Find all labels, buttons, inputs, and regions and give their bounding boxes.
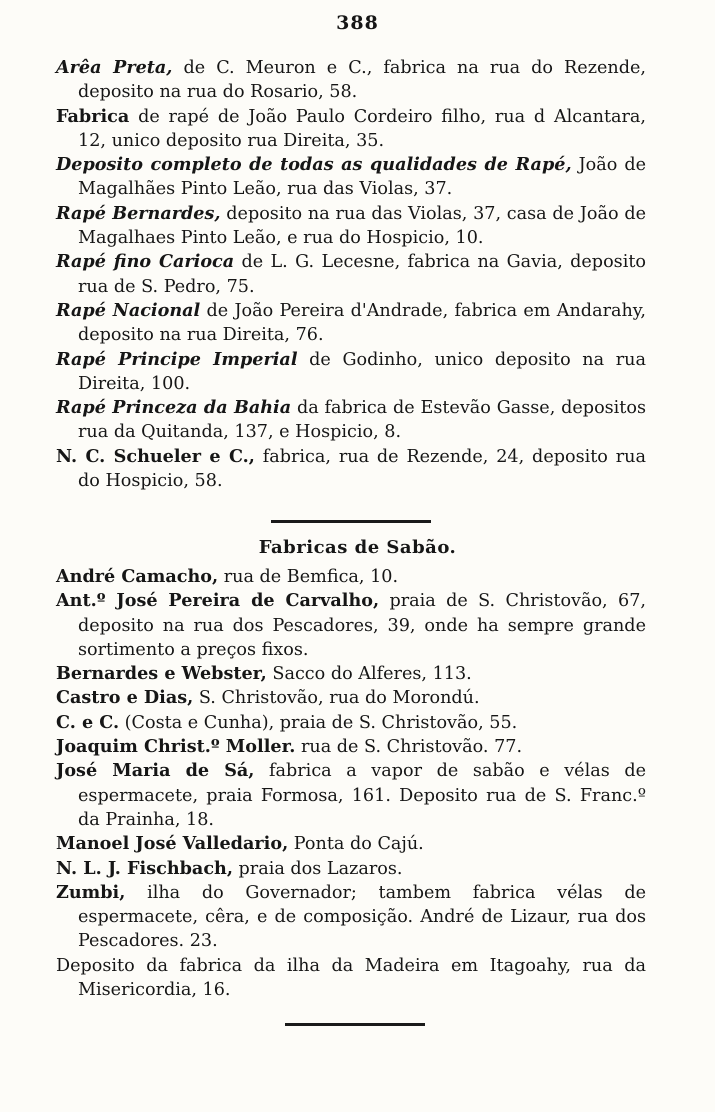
entry-details: de Godinho, unico deposito na rua Direita, 100. (78, 349, 646, 394)
entry-name: Rapé Nacional (56, 299, 201, 321)
entry-name: André Camacho, (56, 566, 219, 587)
entry-name: Rapé Bernardes, (56, 202, 221, 224)
entry-details: deposito na rua das Violas, 37, casa de João de Magalhaes Pinto Leão, e rua do Hospicio, 10. (78, 203, 646, 249)
list-entry (56, 589, 646, 662)
entry-details: da fabrica de Estevão Gasse, depositos rua da Quitanda, 137, e Hospicio, 8. (78, 398, 647, 443)
entry-details: praia de S. Christovão, 67, deposito na rua dos Pescadores, 39, onde ha sempre grande sortimento a preços fixos. (78, 591, 646, 660)
entry-details: rua de S. Christovão. 77. (295, 737, 523, 758)
rape-listings (56, 56, 646, 493)
entry-details: praia dos Lazaros. (232, 858, 403, 879)
entry-name: N. C. Schueler e C., (56, 445, 255, 467)
section-divider (271, 520, 431, 523)
entry-name: C. e C. (56, 711, 120, 733)
entry-details: João de Magalhães Pinto Leão, rua das Violas, 37. (78, 155, 646, 200)
entry-name: Rapé Principe Imperial (56, 348, 298, 370)
entry-details: de C. Meuron e C., fabrica na rua do Rezende, deposito na rua do Rosario, 58. (78, 58, 646, 103)
list-entry (56, 857, 646, 881)
entry-name: Bernardes e Webster, (56, 663, 267, 685)
list-entry (56, 250, 646, 299)
entry-details: rua de Bemfica, 10. (218, 567, 399, 587)
entry-details: ilha do Governador; tambem fabrica vélas de espermacete, cêra, e de composição. André de Lizaur, rua dos Pescadores. 23. (78, 882, 646, 952)
list-entry (56, 954, 646, 1003)
entry-details: de João Pereira d'Andrade, fabrica em Andarahy, deposito na rua Direita, 76. (78, 300, 646, 346)
list-entry (56, 445, 646, 494)
entry-name: Arêa Preta, (56, 57, 173, 78)
list-entry (56, 759, 646, 832)
list-entry (56, 686, 646, 710)
list-entry (56, 396, 646, 445)
entry-name: Zumbi, (56, 881, 126, 903)
list-entry (56, 153, 646, 202)
list-entry (56, 735, 646, 759)
list-entry (56, 881, 646, 954)
list-entry (56, 105, 646, 154)
end-divider (285, 1023, 425, 1026)
page-number: 388 (336, 12, 379, 34)
entry-details: S. Christovão, rua do Morondú. (193, 688, 480, 709)
entry-name: Deposito completo de todas as qualidades de Rapé, (56, 154, 572, 176)
entry-name: N. L. J. Fischbach, (56, 857, 233, 879)
entry-details: fabrica, rua de Rezende, 24, deposito rua do Hospicio, 58. (78, 446, 646, 492)
sabao-listings (56, 565, 646, 1002)
list-entry (56, 202, 646, 251)
entry-details: fabrica a vapor de sabão e vélas de espermacete, praia Formosa, 161. Deposito rua de S. Franc.º da Prainha, 18. (78, 761, 646, 830)
entry-details: (Costa e Cunha), praia de S. Christovão, 55. (119, 712, 518, 733)
entry-details: da fabrica da ilha da Madeira em Itagoahy, rua da Misericordia, 16. (78, 955, 646, 1001)
list-entry (56, 348, 646, 397)
section-title: Fabricas de Sabão. (258, 537, 457, 558)
list-entry (56, 56, 646, 105)
entry-name: Castro e Dias, (56, 687, 194, 709)
entry-details: de L. G. Lecesne, fabrica na Gavia, deposito rua de S. Pedro, 75. (78, 252, 646, 297)
entry-details: Ponta do Cajú. (288, 834, 424, 855)
list-entry (56, 299, 646, 348)
list-entry (56, 565, 646, 589)
list-entry (56, 662, 646, 686)
list-entry (56, 832, 646, 856)
entry-name: Manoel José Valledario, (56, 833, 289, 855)
entry-name: José Maria de Sá, (56, 760, 255, 782)
entry-name: Fabrica (56, 105, 130, 127)
entry-details: Sacco do Alferes, 113. (266, 664, 472, 685)
entry-name: Deposito (56, 955, 135, 976)
list-entry (56, 711, 646, 735)
entry-name: Rapé Princeza da Bahia (56, 397, 292, 419)
entry-name: Joaquim Christ.º Moller. (56, 736, 296, 758)
entry-details: de rapé de João Paulo Cordeiro filho, rua d Alcantara, 12, unico deposito rua Direita, 35. (78, 106, 646, 151)
entry-name: Ant.º José Pereira de Carvalho, (56, 590, 380, 612)
entry-name: Rapé fino Carioca (56, 251, 235, 273)
